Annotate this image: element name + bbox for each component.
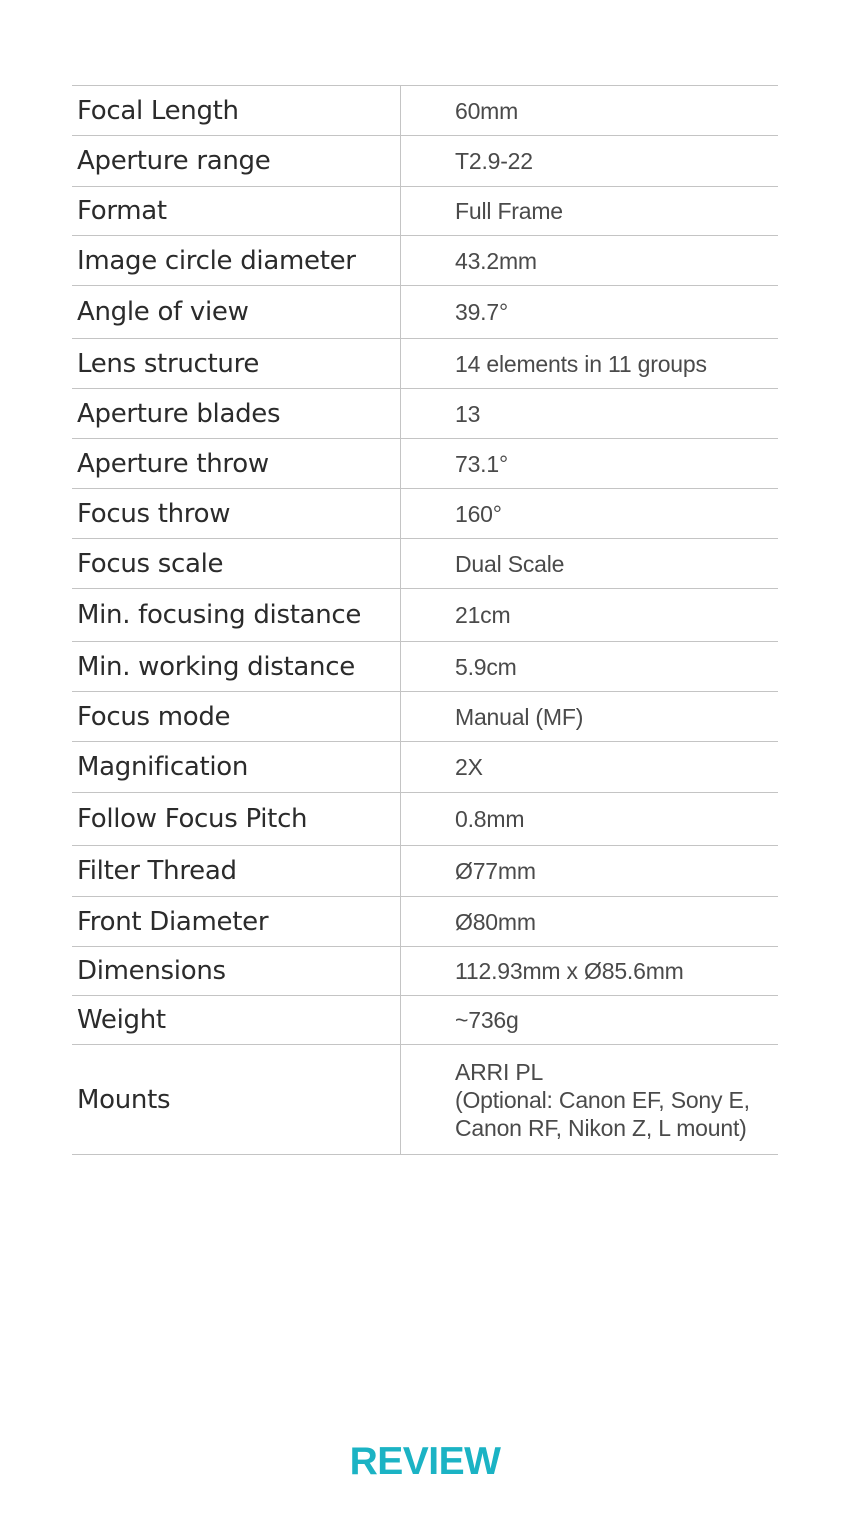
spec-table: [72, 85, 778, 1155]
spec-value-line: 5.9cm: [455, 653, 517, 680]
spec-label: Aperture blades: [72, 389, 401, 438]
spec-label: Front Diameter: [72, 897, 401, 946]
table-row: [72, 846, 778, 897]
spec-value: [401, 897, 778, 946]
spec-value: [401, 489, 778, 538]
table-row: [72, 339, 778, 389]
spec-value-line: ~736g: [455, 1007, 519, 1033]
table-row: [72, 897, 778, 947]
spec-value-line: Full Frame: [455, 198, 563, 224]
spec-value: [401, 1045, 778, 1154]
review-link[interactable]: REVIEW: [349, 1440, 501, 1483]
spec-label: Mounts: [72, 1045, 401, 1154]
spec-label: Lens structure: [72, 339, 401, 388]
spec-value-line: 2X: [455, 754, 483, 780]
table-row: [72, 286, 778, 339]
spec-value-line: 43.2mm: [455, 247, 537, 274]
spec-value: [401, 793, 778, 845]
spec-value: [401, 589, 778, 641]
spec-label: Follow Focus Pitch: [72, 793, 401, 845]
spec-label: Aperture throw: [72, 439, 401, 488]
table-row: [72, 389, 778, 439]
spec-value: [401, 86, 778, 135]
spec-label: Weight: [72, 996, 401, 1044]
table-row: [72, 692, 778, 742]
spec-value: [401, 947, 778, 995]
spec-label: Filter Thread: [72, 846, 401, 896]
spec-label: Format: [72, 187, 401, 235]
spec-value: [401, 286, 778, 338]
spec-value: [401, 539, 778, 588]
spec-value-line: ARRI PL: [455, 1058, 544, 1085]
table-row: [72, 136, 778, 187]
spec-value-line: 13: [455, 400, 481, 427]
spec-value-line: 112.93mm x Ø85.6mm: [455, 958, 684, 984]
table-row: [72, 86, 778, 136]
table-row: [72, 539, 778, 589]
spec-value-line: Canon RF, Nikon Z, L mount): [455, 1114, 747, 1141]
spec-value: [401, 692, 778, 741]
spec-value-line: 39.7°: [455, 299, 508, 325]
table-row: [72, 187, 778, 236]
table-row: [72, 236, 778, 286]
table-row: [72, 589, 778, 642]
table-row: [72, 1045, 778, 1155]
spec-label: Magnification: [72, 742, 401, 792]
spec-value-line: T2.9-22: [455, 148, 533, 174]
spec-value-line: 0.8mm: [455, 806, 525, 832]
spec-value-line: 73.1°: [455, 450, 508, 477]
spec-label: Focus scale: [72, 539, 401, 588]
spec-value-line: Dual Scale: [455, 550, 565, 577]
table-row: [72, 489, 778, 539]
table-row: [72, 996, 778, 1045]
spec-value-line: Manual (MF): [455, 703, 584, 730]
spec-label: Angle of view: [72, 286, 401, 338]
spec-label: Focal Length: [72, 86, 401, 135]
spec-value-line: (Optional: Canon EF, Sony E,: [455, 1086, 750, 1113]
spec-value-line: 21cm: [455, 602, 511, 628]
spec-value: [401, 642, 778, 691]
spec-label: Aperture range: [72, 136, 401, 186]
spec-value: [401, 996, 778, 1044]
spec-label: Focus mode: [72, 692, 401, 741]
spec-value: [401, 389, 778, 438]
table-row: [72, 793, 778, 846]
spec-label: Focus throw: [72, 489, 401, 538]
spec-value: [401, 439, 778, 488]
spec-label: Image circle diameter: [72, 236, 401, 285]
spec-label: Min. working distance: [72, 642, 401, 691]
spec-value: [401, 136, 778, 186]
table-row: [72, 742, 778, 793]
table-row: [72, 439, 778, 489]
spec-value-line: 14 elements in 11 groups: [455, 350, 707, 377]
spec-value: [401, 236, 778, 285]
spec-label: Min. focusing distance: [72, 589, 401, 641]
spec-label: Dimensions: [72, 947, 401, 995]
spec-value-line: 60mm: [455, 97, 519, 124]
spec-value-line: Ø77mm: [455, 858, 536, 884]
spec-value: [401, 339, 778, 388]
spec-value: [401, 187, 778, 235]
table-row: [72, 947, 778, 996]
spec-value-line: 160°: [455, 500, 502, 527]
spec-value-line: Ø80mm: [455, 908, 536, 935]
table-row: [72, 642, 778, 692]
spec-value: [401, 846, 778, 896]
spec-value: [401, 742, 778, 792]
